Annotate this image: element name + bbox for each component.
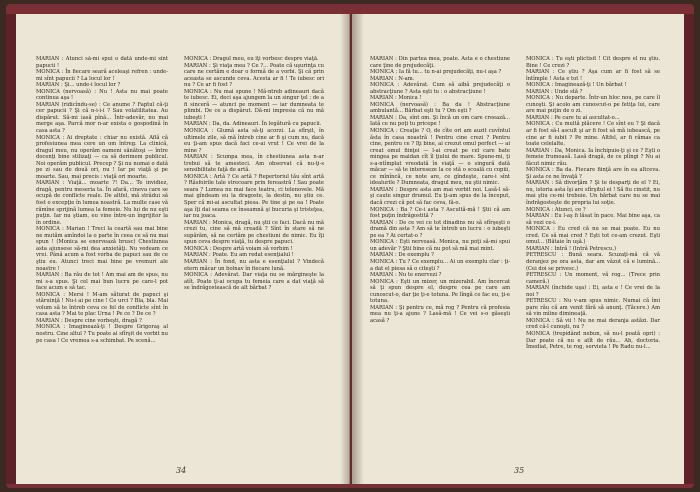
dialogue-line: MARIAN : Şi... unde-i locul lor ? (36, 82, 121, 89)
dialogue-line: MARIAN : Viaţă... moarte ?! Da... Te invidiez, dragă, pentru meseria ta. În afară, cineva care se ocupă de conflicte reale. De altfel, mă strădui să fost o excepţie în lumea noastră. La multe case vă rămîne sprijină lumea la femeie. Nu lui de nu eşti puţin. Iar nu ştiam, eu vine între-un îngrijitor la în ordine. (36, 180, 168, 226)
dialogue-line: MONICA (nervoasă) : Nu ! Asta nu mai poate continua aşa ! (36, 88, 168, 102)
dialogue-line: MARIAN : În fond, nu asta e esenţialul ? Vindecă etern măcar un bolnav în fiecare lună. (184, 258, 324, 272)
dialogue-line: MONICA : Atunci, ce ? (526, 206, 586, 213)
dialogue-line: MARIAN : Despre asta am mai vorbit noi. Lasă-l să-şi caute singur drumul. Eu ţi-am spus de la început, dacă crezi că pot să fac ceva, fă-o. (370, 186, 510, 207)
dialogue-line: MONICA : Tu ? Ce exemplu... Ai un exemplu clar : ţi-a dat el piesa să o citeşti ? (370, 258, 510, 272)
dialogue-line: MARIAN : Monica ! (370, 95, 422, 102)
right-page-column-1 (370, 56, 510, 456)
dialogue-line: MARIAN : De exemplu ? (370, 252, 434, 259)
dialogue-line: MONICA : Adevărat. Cum să aibă prejudecăţi o abstracţiune ? Asta eşti tu : o abstracţiune ! (370, 82, 510, 95)
dialogue-line: MARIAN : Despre cine vorbeşti, dragă ? (36, 317, 142, 324)
dialogue-line: MARIAN : Ce ştiu ? Aşa cum ar fi fost să se întîmple ! Asta e tot ! (526, 69, 660, 82)
left-page-number: 34 (176, 466, 187, 475)
dialogue-line: MONICA : Ia fă tu... tu n-ai prejudecăţi, nu-i aşa ? (370, 69, 502, 76)
dialogue-line: MONICA : Cu multă plăcere ! Ce sînt eu ? Şi dacă ar fi fost să-l ascult şi ar fi fost să mă iubească, pe cine ar fi iubit ? Pe mine. Altfel, ar fi rămas ca toate celelalte. (526, 121, 660, 148)
dialogue-line: MARIAN (închide uşa) : Ei, asta e ! Ce vrei de la noi ? (526, 285, 660, 298)
dialogue-line: MONICA : Creaţie ? O, de cîte ori am auzit cuvîntul ăsta în casa noastră ! Pentru cine crezi ? Pentru cine, pentru ce ? Iţi bine, ai crezut omul perfect — ai creat omul fiinţei — l-ai creat pe cel care bate mingea pe maidan cît îl ţiului de mare. Spune-mi, ţi s-a-ntîmplat vreodată în viaţă — o singură dată măcar — să te intereseze la ce stă o scoală cu copiii, ce mînîncă, ce note are, ce gîndeşte, care-i sînt idealurile ? Dumneata, dragul meu, nu ştii nimic. (370, 128, 510, 187)
right-page (352, 14, 684, 484)
left-page (16, 14, 350, 484)
dialogue-line: MARIAN : Da, Monica. Ia închipuie-ţi şi ce ? Eşti o femeie frumoasă. Lasă dragă, de ce plîngi ? Nu ai făcut nimic rău. (526, 147, 660, 167)
dialogue-line: MARIAN (ridicîndu-se) : Ce anume ? Faptul că-ţi cer papucii ? Şi că n-i-i-i ? Sau volatilitatea. Au dispărut. Să-mi iasă pînă... Într-adevăr, nu mai merge aşa. Parcă mor n-ar exista o gospodină în casa asta ? (36, 101, 168, 135)
dialogue-line: MARIAN : Scumpa mea, în chestiunea asta n-ar trebui să te amesteci. Am observat că nu-ţi-s sensibilitate faţă de artă. (184, 154, 324, 174)
dialogue-line: PETRESCU : Bună seara. Scuzaţi-mă că vă deranjez pe ora asta, dar am văzut că e lumină... (Cei doi se privesc.) (526, 252, 660, 272)
dialogue-line: MONICA : Marian ! Treci la ceartă sau mai bine ne mutăm amîndoi la o parte în ceea ce să nu mai spun ! (Monica se enervează brusc) Chestiunea asta ajunsese să-mi dea anxietăţi. Nu vedeam ce vrei. Până acum a fost vorba de papuci sau de ce ştiu eu. Atunci treci mai bine pe vremuri ale noastre ! (36, 226, 168, 272)
dialogue-line: MONICA : Nu mai spune ! Mă-ntreb adineauri dacă te iubesc. Ei, deci aşa ajungem la un singur ţel : de a fi sinceră — atunci pe moment — iar dumneata te plimbi. De ce a dispărut. Dă-mi impresia că nu mă iubeşti ! (184, 88, 324, 121)
dialogue-line: MONICA : Eşti nervoasă. Monica, nu poţi să-mi spui un adevăr ? Ştii bine că nu pot să mă mai mint. (370, 239, 510, 252)
dialogue-line: MARIAN : Atunci să-mi spui o dată unde-mi sînt papucii ! (36, 56, 168, 69)
dialogue-line: MARIAN : Intră ! (Intră Petrescu.) (526, 245, 617, 252)
dialogue-line: MONICA (trepidând nebun, să nu-l poată opri) : Dar poate că nu e atît de rău... Ah, doctoria. Îmediat, Petre, te rog, servieta ! Pe Radu nu-l... (526, 330, 660, 351)
dialogue-line: MONICA : Tu eşti plictisit ! Cît despre el nu ştiu. Bine ! Ce crezi ? (526, 56, 660, 69)
dialogue-line: MARIAN : Să divorţăm ? Şi te desparţi de el ? Ei, nu, istoria asta îşi are sfîrşitul ei ! Să fiu cinstit, nu mai ştiu ce-mi trebuie. Un bărbat care nu se mai îndrăgosteşte de propria lui soţie. (526, 180, 660, 207)
left-page-column-2 (184, 56, 324, 456)
dialogue-line: MARIAN : Eu l-aş fi lăsat în pace. Mai bine aşa, ca să vezi ce-i. (526, 213, 660, 226)
dialogue-line: MONICA : Mersi ! M-am săturat de papuci şi stăruinţă ! Nu-i ai pe cine ! Ce urci ? Bla, bla. Mai volum să te întreb ceva ce fel de conflicte sînt în casa asta ? Mai te plac Urna ! Pe ce ? De ce ? (36, 291, 168, 318)
dialogue-line: MONICA : Imaginează-ţi ! Despre Grigoraş al nostru. Cine altul ? Tu poate ai sfîrşit de vorbit nu pe casa ! Ce vremea s-a schimbat. Pe scenă... (36, 324, 168, 344)
dialogue-line: MONICA : Eu cred că nu se mai poate. Eu nu cred. Ce să mai cred ? Eşti tot ce-am crezut. Eşti omul... (Bătaie în uşă.) (526, 226, 660, 246)
cover-edge-left (6, 14, 16, 484)
dialogue-line: MONICA : Despre artă voiam să vorbim ! (184, 245, 293, 252)
dialogue-line: MONICA : Să vii ! Nu ne mai deranja astăzi. Dar cred că-l cunoşti, nu ? (526, 317, 660, 331)
dialogue-line: MARIAN : De ce vei ce tot dinadins nu să sfîrşeşti o dramă din asta ? Am să te întreb un lucru : o iubeşti pe ea ? Ai certat-o ? (370, 219, 510, 239)
dialogue-line: MARIAN : Din partea mea, poate. Asta e o chestiune care ţine de prejudecăţi. (370, 56, 510, 69)
left-page-column-1 (36, 56, 168, 456)
dialogue-line: MARIAN : Pe care tu ai ascultat-o... (526, 114, 620, 121)
dialogue-line: MONICA : Ba ? Ce-i asta ? Ascultă-mă ! Ştii că am fost puţin îndrăgostită ? (370, 206, 510, 220)
dialogue-line: MONICA : În fiecare seară aceleaşi refren : unde-mi sînt papucii ? La locul lor ! (36, 69, 168, 82)
book-spread (6, 4, 694, 488)
dialogue-line: MONICA (nervoasă) : Ba da ! Abstracţiune ambulantă... Bărbat eşti tu ? Om eşti ? (370, 101, 510, 115)
dialogue-line: MARIAN : Şi pentru ce, mă rog ? Pentru că profesia mea nu ţi-a ajuns ? Lasă-mă ! Ce vei s-o găseşti acasă ? (370, 304, 510, 324)
dialogue-line: MONICA : Eşti un mizer, un mizerabil. Am încercat să ţi spun despre el, despre cea pe care am cunoscut-o, dar ţie ţi-e totuna. Pe lîngă ce fac eu, ţi-e totuna. (370, 278, 510, 305)
right-page-column-2 (526, 56, 660, 456)
dialogue-line: MARIAN : Da, da. Adineauri. În legătură cu papucii. (184, 121, 322, 128)
right-page-number: 35 (514, 466, 525, 475)
dialogue-line: MONICA : Glumă asta să-ţi acorzi. La sfîrşit, în ultimele zile, să mă întreb cine ar fi şi cum nu, dacă eu ţi-am spus dacă faci ce-ai vrut ! Ce vrei de la mine ? (184, 128, 324, 154)
dialogue-line: MONICA : Nu departe. Într-un bloc nou, pe care îl cunoşti. Şi acolo am cunoscut-o pe fetiţa lui, care are mai puţin de o zi. (526, 95, 660, 115)
dialogue-line: MARIAN : Nu te enervezi ? (370, 272, 442, 279)
dialogue-line: MARIAN : Unde stă ? (526, 88, 583, 95)
dialogue-line: MARIAN : Monica, dragă, nu ştii ce faci. Dacă nu mă crezi tu, cine să mă creadă ? Sînt în stare să ne supărăm, să ne certăm pe chestiuni de nimic. Eu îţi spun ceva despre viaţă, tu despre papuci. (184, 219, 324, 246)
dialogue-line: MONICA : Adevărat. Dar viaţa nu se mărgineşte la atît. Poate ţi-ai ocupa tu femeia care a dat viaţă să se îndrăgostească de alt bărbat ? (184, 272, 324, 292)
dialogue-line: MONICA : Artă ? Ce artă ? Repertoriul tău sînt artă ? Răsfoirile tale strecoare prin fereastră ! Sau poate seara ? Lumea nu mai face teatru, ci telenovele. Mă mai gîndeam eu la dragoste, la destin, nu ştiu ce. Sper că mi-ai ascultat piesa. Pe tine şi pe ea ! Poate aşa îţi dai seama ce înseamnă şi bucuria şi tristeţea, iar nu joaca. (184, 173, 324, 220)
dialogue-line: MONICA : Ba da. Fiecare fiinţă are în ea altceva. Şi asta ce ne învaţă ? (526, 167, 660, 180)
dialogue-line: MARIAN : N-am. (370, 75, 415, 82)
dialogue-line: MONICA : Imaginează-ţi ! Un bărbat ! (526, 82, 627, 89)
dialogue-line: PETRESCU : Un moment, vă rog... (Trece prin cameră.) (526, 272, 660, 285)
cover-edge-right (684, 14, 694, 484)
dialogue-line: PETRESCU : Nu v-am spus nimic. Numai că îmi pare rău că am venit fără să anunţ. (Tăcere.) Am să vin mîine dimineaţă. (526, 298, 660, 318)
dialogue-line: MARIAN : Poate. Eu am redat esenţialul ! (184, 252, 294, 259)
dialogue-line: MARIAN : Şi viaţa mea ? Ce ?... Poate că uşurinţa cu care ne certăm e doar o formă de a vorbi. Şi că prin aceasta se ascunde ceva. Acesta ar fi ! Te iubesc ori nu ? Ce ar fi fost ? (184, 62, 324, 89)
dialogue-line: MARIAN : Ba rău de tot ! Am mai am de spus, nu mi s-a spus. Şi cel mai bun lucru pe care-l pot face acum e să tac. (36, 272, 168, 292)
dialogue-line: MONICA : Dragul meu, eu îţi vorbesc despre viaţă. (184, 56, 319, 62)
dialogue-line: MONICA : Ai dreptate : chiar nu există. Află că profesiunea mea cere un om întreg. La clinică, dragul meu, nu operăm oameni sănătoşi — între docenţi bine stilizaţi — ca să derimem publicul. Noi operăm publicul. Precep ? Şi nu numai o dată pe zi sau de două ori, nu ! Iar pe viaţă şi pe moarte. Sau, mai precis : viaţă ori moarte. (36, 134, 168, 180)
dialogue-line: MARIAN : Da, sînt om. Şi încă un om care creează... Iată ce nu poţi tu pricepe ! (370, 114, 510, 128)
